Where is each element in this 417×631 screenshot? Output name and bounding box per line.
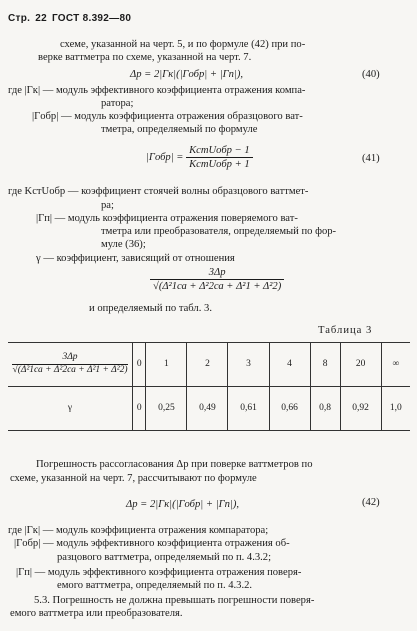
table-row xyxy=(8,343,410,387)
header-numerator: 3Δр xyxy=(62,352,78,363)
table-cell: 0,66 xyxy=(269,387,310,431)
equation-number: (40) xyxy=(362,69,380,80)
formula-lhs: |Γобр| = xyxy=(146,152,184,164)
table-cell: 4 xyxy=(269,343,310,387)
table-cell: 3 xyxy=(228,343,269,387)
denominator: KстUобр + 1 xyxy=(189,159,250,171)
text-line: где |Γк| — модуль эффективного коэффициента отражения компа- xyxy=(8,85,306,96)
table-cell: 0,25 xyxy=(146,387,187,431)
text-line: γ — коэффициент, зависящий от отношения xyxy=(36,253,235,264)
table-cell: 0,8 xyxy=(310,387,340,431)
text-line: тметра, определяемый по формуле xyxy=(101,124,258,135)
text-line: Погрешность рассогласования Δр при поверке ваттметров по xyxy=(36,459,313,470)
table-row-label: γ xyxy=(8,387,133,431)
text-line: тметра или преобразователя, определяемый по фор- xyxy=(101,226,337,237)
table-cell: 0,92 xyxy=(340,387,381,431)
text-line: ра; xyxy=(101,200,114,211)
gamma-table xyxy=(8,342,410,431)
formula-41 xyxy=(146,144,253,171)
text-line: разцового ваттметра, определяемый по п. 4.3.2; xyxy=(57,552,272,563)
header-denominator: √(Δ²1са + Δ²2са + Δ²1 + Δ²2) xyxy=(12,365,128,375)
page-number: 22 xyxy=(35,13,47,24)
table-cell: 1,0 xyxy=(381,387,410,431)
table-header-cell xyxy=(8,343,133,387)
table-cell: 0,61 xyxy=(228,387,269,431)
fraction xyxy=(186,144,253,171)
table-cell: 8 xyxy=(310,343,340,387)
formula-40: Δр = 2|Γк|(|Γобр| + |Γп|), xyxy=(130,69,243,80)
equation-number: (42) xyxy=(362,497,380,508)
text-line: и определяемый по табл. 3. xyxy=(89,303,212,314)
text-line: схеме, указанной на черт. 7, рассчитывают по формуле xyxy=(10,473,257,484)
text-line: верке ваттметра по схеме, указанной на черт. 7. xyxy=(38,52,252,63)
text-line: муле (36); xyxy=(101,239,146,250)
table-cell: ∞ xyxy=(381,343,410,387)
denominator: √(Δ²1са + Δ²2са + Δ²1 + Δ²2) xyxy=(153,281,282,293)
text-line: где |Γк| — модуль коэффициента отражения компаратора; xyxy=(8,525,269,536)
text-line: емого ваттметра или преобразователя. xyxy=(10,608,183,619)
page-label: Стр. xyxy=(8,13,31,24)
numerator: KстUобр − 1 xyxy=(186,144,253,158)
table-cell: 0,49 xyxy=(187,387,228,431)
table-row xyxy=(8,387,410,431)
formula-42: Δр = 2|Γк|(|Γобр| + |Γп|), xyxy=(126,499,239,510)
numerator: 3Δр xyxy=(150,266,284,280)
text-line: |Γп| — модуль коэффициента отражения поверяемого ват- xyxy=(36,213,298,224)
equation-number: (41) xyxy=(362,153,380,164)
fraction xyxy=(150,266,284,293)
table-cell: 0 xyxy=(133,387,146,431)
text-line: схеме, указанной на черт. 5, и по формуле (42) при по- xyxy=(60,39,306,50)
table-title: Таблица 3 xyxy=(318,325,373,336)
text-line: |Γобр| — модуль коэффициента отражения образцового ват- xyxy=(32,111,303,122)
table-cell: 0 xyxy=(133,343,146,387)
ratio-expression xyxy=(150,266,284,293)
text-line: ратора; xyxy=(101,98,134,109)
text-line: |Γобр| — модуль эффективного коэффициента отражения об- xyxy=(14,538,290,549)
page-header xyxy=(8,13,136,26)
text-line: 5.3. Погрешность не должна превышать погрешности поверя- xyxy=(34,595,315,606)
standard-number: ГОСТ 8.392—80 xyxy=(51,13,132,24)
table-cell: 20 xyxy=(340,343,381,387)
table-cell: 2 xyxy=(187,343,228,387)
text-line: |Γп| — модуль эффективного коэффициента отражения поверя- xyxy=(16,567,302,578)
text-line: емого ваттметра, определяемый по п. 4.3.2. xyxy=(57,580,253,591)
table-cell: 1 xyxy=(146,343,187,387)
text-line: где KстUобр — коэффициент стоячей волны образцового ваттмет- xyxy=(8,186,309,197)
